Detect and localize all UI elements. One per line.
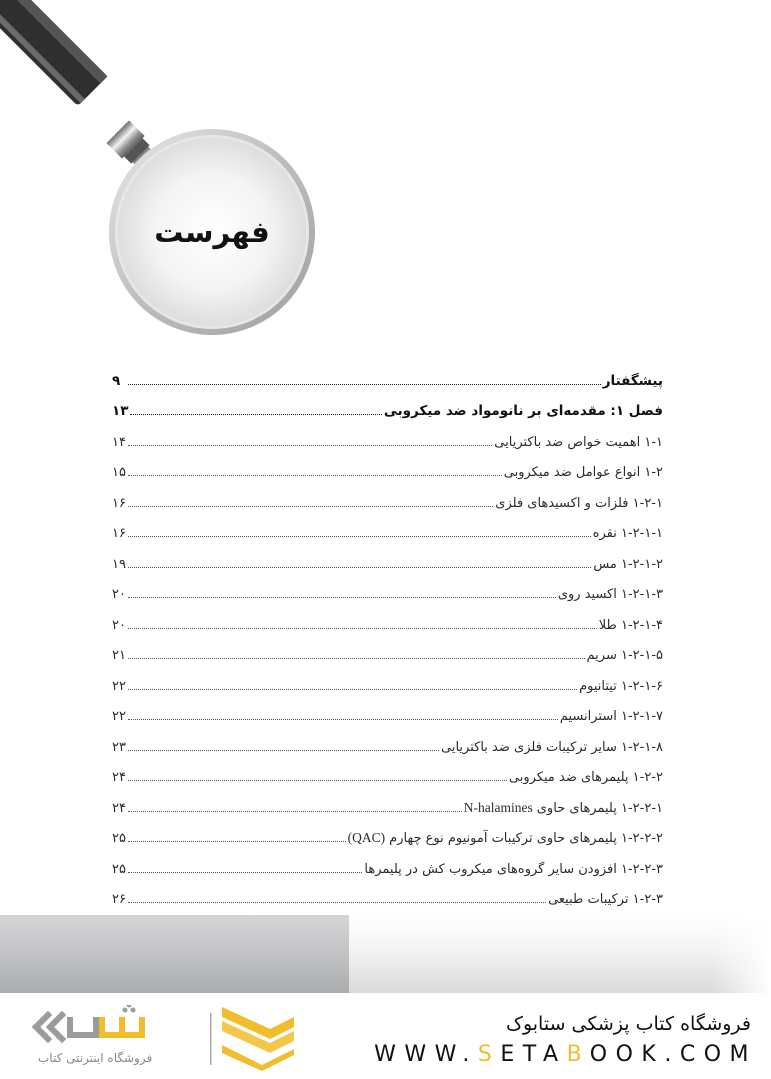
- dot-leader: [128, 840, 346, 842]
- footer-banner-gradient: [349, 915, 771, 993]
- toc-entry[interactable]: [112, 818, 663, 849]
- toc-entry-title: ۱-۱ اهمیت خواص ضد باکتریایی: [494, 434, 663, 450]
- toc-entry-title: ۱-۲-۱-۲ مس: [593, 556, 663, 572]
- toc-entry-title: ۱-۲-۱ فلزات و اکسیدهای فلزی: [495, 495, 663, 511]
- dot-leader: [128, 901, 546, 903]
- toc-entry-title: ۱-۲-۱-۳ اکسید روی: [557, 587, 663, 602]
- toc-entry-title: ۱-۲-۱-۱ نقره: [592, 526, 663, 541]
- toc-page-number: ۲۳: [112, 739, 126, 755]
- dot-leader: [128, 688, 577, 690]
- toc-entry[interactable]: [112, 452, 663, 483]
- toc-entry-title: پیشگفتار: [602, 372, 663, 389]
- toc-page-number: ۲۵: [112, 831, 126, 846]
- dot-leader: [128, 779, 507, 781]
- toc-entry[interactable]: [112, 879, 663, 910]
- url-part-highlight: B: [566, 1042, 590, 1067]
- toc-entry-title: ۱-۲-۱-۷ استرانسیم: [559, 709, 663, 724]
- toc-entry[interactable]: [112, 787, 663, 818]
- toc-page-number: ۱۴: [112, 434, 126, 450]
- page-title: فهرست: [154, 215, 270, 249]
- toc-entry-latin-term: (QAC): [347, 830, 386, 845]
- magnifying-glass-icon: [0, 0, 340, 345]
- dot-leader: [128, 749, 439, 751]
- toc-entry[interactable]: [112, 848, 663, 879]
- dot-leader: [128, 505, 493, 507]
- shop-url[interactable]: [374, 1042, 757, 1067]
- url-part: WWW.: [374, 1042, 478, 1067]
- toc-page-number: ۲۴: [112, 800, 126, 816]
- toc-entry-latin-term: N-halamines: [463, 799, 533, 815]
- toc-page-number: ۱۵: [112, 465, 126, 480]
- toc-page-number: ۹: [112, 372, 121, 389]
- dot-leader: [128, 566, 591, 568]
- toc-entry-title: ۱-۲-۲ پلیمرهای ضد میکروبی: [508, 770, 663, 785]
- toc-page-number: ۲۰: [112, 617, 126, 633]
- toc-page-number: ۲۲: [112, 678, 126, 694]
- table-of-contents: [112, 360, 663, 909]
- toc-page-number: ۲۰: [112, 587, 126, 602]
- toc-entry[interactable]: [112, 665, 663, 696]
- toc-page-number: ۱۹: [112, 556, 126, 572]
- dot-leader: [128, 810, 462, 812]
- toc-page-number: ۱۶: [112, 526, 126, 541]
- toc-entry-title: فصل ۱: مقدمه‌ای بر نانومواد ضد میکروبی: [383, 403, 663, 419]
- toc-entry-title: ۱-۲-۳ ترکیبات طبیعی: [548, 892, 663, 907]
- toc-entry[interactable]: [112, 513, 663, 544]
- toc-entry-title: ۱-۲-۱-۴ طلا: [598, 617, 663, 633]
- url-part: OOK.COM: [589, 1042, 757, 1067]
- url-part: ETA: [500, 1042, 567, 1067]
- toc-entry[interactable]: [112, 574, 663, 605]
- dot-leader: [128, 596, 556, 598]
- toc-entry[interactable]: [112, 360, 663, 391]
- shop-name: فروشگاه کتاب پزشکی ستابوک: [505, 1013, 751, 1035]
- toc-page-number: ۱۳: [112, 403, 129, 419]
- toc-page-number: ۱۶: [112, 495, 126, 511]
- toc-entry[interactable]: [112, 635, 663, 666]
- toc-page-number: ۲۴: [112, 770, 126, 785]
- toc-page-number: ۲۶: [112, 892, 126, 907]
- dot-leader: [128, 657, 585, 659]
- toc-entry[interactable]: [112, 391, 663, 422]
- toc-entry[interactable]: [112, 421, 663, 452]
- toc-entry[interactable]: [112, 726, 663, 757]
- toc-entry[interactable]: [112, 696, 663, 727]
- dot-leader: [128, 535, 591, 537]
- footer-banner-gray: [0, 915, 349, 993]
- toc-entry[interactable]: [112, 482, 663, 513]
- dot-leader: [130, 413, 381, 415]
- toc-entry-title: ۱-۲-۲-۲ پلیمرهای حاوی ترکیبات آمونیوم نوع چهارم: [389, 831, 663, 846]
- toc-entry-title: ۱-۲-۲-۳ افزودن سایر گروه‌های میکروب کش در پلیمرها: [364, 861, 663, 877]
- dot-leader: [128, 871, 362, 873]
- toc-entry[interactable]: [112, 543, 663, 574]
- toc-entry-title: ۱-۲-۱-۶ تیتانیوم: [579, 678, 663, 694]
- toc-entry[interactable]: [112, 604, 663, 635]
- dot-leader: [128, 383, 601, 385]
- toc-entry-title: ۱-۲-۲-۱ پلیمرهای حاوی: [536, 800, 663, 816]
- toc-entry-title: ۱-۲-۱-۸ سایر ترکیبات فلزی ضد باکتریایی: [441, 739, 663, 755]
- toc-entry-title: ۱-۲ انواع عوامل ضد میکروبی: [503, 465, 663, 480]
- dot-leader: [128, 627, 597, 629]
- dot-leader: [128, 474, 502, 476]
- toc-page-number: ۲۱: [112, 648, 126, 663]
- url-part-highlight: S: [477, 1042, 501, 1067]
- dot-leader: [128, 718, 558, 720]
- logo-subtitle: فروشگاه اینترنتی کتاب: [38, 1051, 153, 1065]
- toc-page-number: ۲۵: [112, 861, 126, 877]
- toc-page-number: ۲۲: [112, 709, 126, 724]
- toc-entry-title: ۱-۲-۱-۵ سریم: [586, 648, 663, 663]
- toc-entry[interactable]: [112, 757, 663, 788]
- dot-leader: [128, 444, 492, 446]
